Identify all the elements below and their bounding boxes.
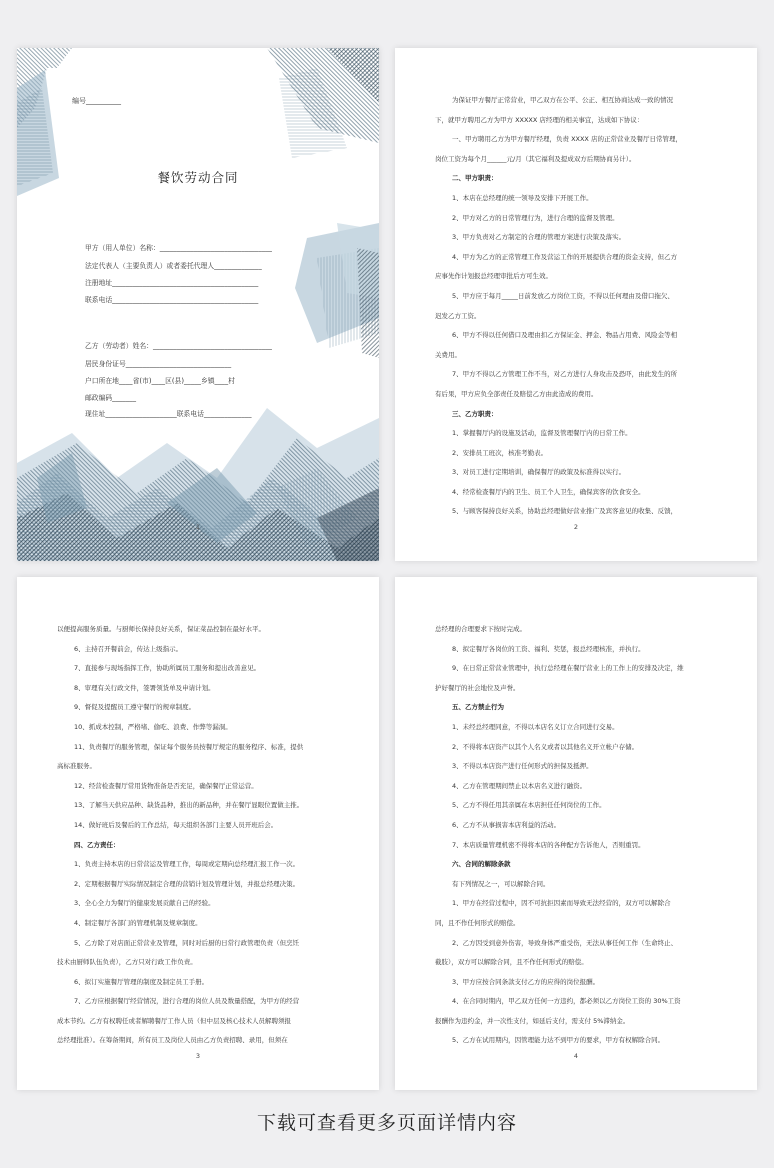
- text-line: 1、负责主持本店的日常营运及管理工作，每周或定期向总经理汇报工作一次。: [74, 860, 300, 869]
- text-line: 同，且不作任何形式的赔偿。: [435, 918, 520, 927]
- text-line: 高标准服务。: [57, 762, 96, 771]
- page-text: [435, 625, 735, 1056]
- registered-address-field: 注册地址___________________________________________: [85, 279, 259, 287]
- section-heading: 二、甲方职责：: [452, 174, 498, 183]
- text-line: 9、在日常正常营业管理中，执行总经理在餐厅营业上的工作上的安排及决定，维: [452, 664, 684, 673]
- text-line: 护好餐厅的社会地位及声誉。: [435, 683, 520, 692]
- text-line: 3、甲方应按合同条款支付乙方的应得的岗位报酬。: [452, 977, 600, 986]
- text-line: 1、掌握餐厅内的设施及活动，监督及管理餐厅内的日常工作。: [452, 429, 632, 438]
- text-line: 6、甲方不得以任何借口及理由扣乙方保证金、押金、物品占用费、风险金等相: [452, 331, 678, 340]
- party-a-phone-field: 联系电话___________________________________________: [85, 296, 259, 304]
- page-number: 3: [195, 1052, 201, 1060]
- household-address-field: 户口所在地____省(市)____区(县)_____乡镇____村: [85, 377, 235, 385]
- page-number: 1: [195, 523, 201, 531]
- text-line: 14、做好班后及餐后的工作总结，每天组织各部门主要人员开班后会。: [74, 820, 278, 829]
- text-line: 关费用。: [435, 350, 461, 359]
- text-line: 6、主持召开餐前会，传达上级指示。: [74, 644, 183, 653]
- text-line: 2、定期根据餐厅实际情况制定合理的营销计划及管理计划，并报总经理决策。: [74, 879, 300, 888]
- section-heading: 三、乙方职责：: [452, 409, 498, 418]
- text-line: 技术由厨师队伍负责），乙方只对行政工作负责。: [57, 958, 197, 967]
- text-line: 7、乙方应根据餐厅经营情况，进行合理的岗位人员及数量搭配，为甲方的经营: [74, 997, 300, 1006]
- postal-code-field: 邮政编码_______: [85, 394, 136, 402]
- page-text: [435, 96, 735, 527]
- text-line: 4、在合同时期内，甲乙双方任何一方违约，都必须以乙方岗位工资的 30%工资: [452, 997, 681, 1006]
- text-line: 4、制定餐厅各部门的管理机制及规章制度。: [74, 918, 202, 927]
- text-line: 4、甲方为乙方的正常管理工作及营运工作的开展提供合理的资金支持，但乙方: [452, 252, 678, 261]
- text-line: 11、负责餐厅的服务管理，保证每个服务员按餐厅规定的服务程序、标准，提供: [74, 742, 304, 751]
- text-line: 5、乙方除了对店面正常营业及管理，同时对后厨的日常行政管理负责（但烹饪: [74, 938, 300, 947]
- current-address-field: 现住址_____________________联系电话______________: [85, 410, 252, 418]
- text-line: 3、甲方负责对乙方制定的合理的管理方案进行决策及落实。: [452, 233, 626, 242]
- text-line: 有下列情况之一，可以解除合同。: [452, 879, 550, 888]
- text-line: 总经理批准）。在筹备期间，所有员工及岗位人员由乙方负责招聘、录用，但须在: [57, 1036, 288, 1045]
- page-number: 2: [573, 523, 579, 531]
- text-line: 岗位工资为每个月______元/月（其它福利及提成双方后期协商另计）。: [435, 154, 636, 163]
- text-line: 2、安排员工班次，核准考勤表。: [452, 448, 548, 457]
- text-line: 5、与顾客保持良好关系，协助总经理做好营业推广及宾客意见的收集、反馈，: [452, 507, 678, 516]
- section-heading: 五、乙方禁止行为: [452, 703, 504, 712]
- contract-page-3: [17, 577, 379, 1090]
- text-line: 3、对员工进行定期培训，确保餐厅的政策及标准得以实行。: [452, 468, 626, 477]
- text-line: 10、抓成本控制，严格堵、偷吃、浪费、作弊等漏洞。: [74, 722, 232, 731]
- text-line: 13、了解当天供应品种、缺货品种，推出的新品种，并在餐厅显眼位置做主推。: [74, 801, 304, 810]
- text-line: 8、拟定餐厅各岗位的工资、福利、奖惩，报总经理核准，并执行。: [452, 644, 645, 653]
- party-b-name-field: 乙方（劳动者）姓名：___________________________________: [85, 342, 272, 350]
- text-line: 3、全心全力为餐厅的健康发展贡献自己的经验。: [74, 899, 215, 908]
- text-line: 1、甲方在经营过程中，因不可抗拒因素而导致无法经营的，双方可以解除合: [452, 899, 671, 908]
- legal-representative-field: 法定代表人（主要负责人）或者委托代理人______________: [85, 262, 262, 270]
- text-line: 6、乙方不从事损害本店利益的活动。: [452, 820, 561, 829]
- text-line: 5、甲方应于每月_____日前发放乙方岗位工资，不得以任何理由及借口拖欠、: [452, 291, 674, 300]
- text-line: 总经理的合理要求下按时完成。: [435, 625, 526, 633]
- page-number: 4: [573, 1052, 579, 1060]
- text-line: 1、本店在总经理的统一领导及安排下开展工作。: [452, 193, 593, 202]
- page-text: [57, 625, 357, 1056]
- text-line: 12、经营检查餐厅常用货物准备是否充足，确保餐厅正常运营。: [74, 781, 258, 790]
- text-line: 应事先作计划报总经理审批后方可生效。: [435, 272, 552, 281]
- text-line: 以便提高服务质量。与厨师长保持良好关系，保证菜品控制在最好水平。: [57, 625, 265, 633]
- text-line: 1、未经总经理同意，不得以本店名义订立合同进行交易。: [452, 722, 619, 731]
- document-title: 餐饮劳动合同: [157, 170, 239, 185]
- contract-page-4: [395, 577, 757, 1090]
- text-line: 7、直接参与现场指挥工作，协助所属员工服务和提出改善意见。: [74, 664, 261, 673]
- text-line: 7、甲方不得以乙方管理工作不当，对乙方进行人身攻击及恐吓，由此发生的所: [452, 370, 678, 379]
- text-line: 4、经常检查餐厅内的卫生、员工个人卫生，确保宾客的饮食安全。: [452, 487, 645, 496]
- contract-page-2: [395, 48, 757, 561]
- text-line: 下，就甲方聘用乙方为甲方 XXXXX 店经理的相关事宜，达成如下协议：: [435, 115, 644, 124]
- cover-geometric-art: [17, 48, 379, 561]
- text-line: 9、督促及提醒员工遵守餐厅的规章制度。: [74, 703, 196, 712]
- text-line: 6、拟订实施餐厅管理的制度及制定员工手册。: [74, 977, 209, 986]
- section-heading: 六、合同的解除条款: [452, 860, 511, 869]
- text-line: 一、甲方聘用乙方为甲方餐厅经理，负责 XXXX 店的正常营业及餐厅日常管理，: [452, 135, 682, 144]
- cover-page: [17, 48, 379, 561]
- text-line: 2、不得将本店资产以其个人名义或者以其他名义开立帐户存储。: [452, 742, 639, 751]
- text-line: 7、本店质量管理机密不得将本店的各种配方告诉他人，否则重罚。: [452, 840, 645, 849]
- text-line: 为保证甲方餐厅正常营业，甲乙双方在公平、公正、相互协商达成一致的情况: [452, 96, 673, 104]
- text-line: 4、乙方在管理期间禁止以本店名义进行融资。: [452, 781, 587, 790]
- id-number-field: 居民身份证号_______________________________: [85, 360, 232, 368]
- text-line: 3、不得以本店资产进行任何形式的担保及抵押。: [452, 762, 593, 771]
- text-line: 成本节约。乙方有权聘任或者解聘餐厅工作人员（但中层及核心技术人员解聘须报: [57, 1016, 291, 1025]
- text-line: 截肢），双方可以解除合同，且不作任何形式的赔偿。: [435, 958, 588, 967]
- text-line: 5、乙方不得任用其亲属在本店担任任何岗位的工作。: [452, 801, 606, 810]
- document-number: 编号__________: [72, 97, 121, 105]
- section-heading: 四、乙方责任：: [74, 840, 120, 849]
- text-line: 迟发乙方工资。: [435, 311, 481, 320]
- text-line: 报酬作为违约金，并一次性支付，如延后支付，需支付 5%滞纳金。: [435, 1016, 630, 1025]
- text-line: 8、审理有关行政文件，签署领货单及申请计划。: [74, 683, 215, 692]
- text-line: 有后果，甲方应负全部责任及赔偿乙方由此造成的费用。: [435, 389, 598, 398]
- party-a-name-field: 甲方（用人单位）名称：_________________________________: [85, 244, 272, 252]
- text-line: 5、乙方在试用期内，因管理能力达不到甲方的要求，甲方有权解除合同。: [452, 1036, 665, 1045]
- download-more-link[interactable]: 下载可查看更多页面详情内容: [256, 1112, 517, 1134]
- text-line: 2、乙方因受到意外伤害，导致身体严重受伤，无法从事任何工作（生命终止、: [452, 938, 678, 947]
- text-line: 2、甲方对乙方的日常管理行为，进行合理的监督及管理。: [452, 213, 619, 222]
